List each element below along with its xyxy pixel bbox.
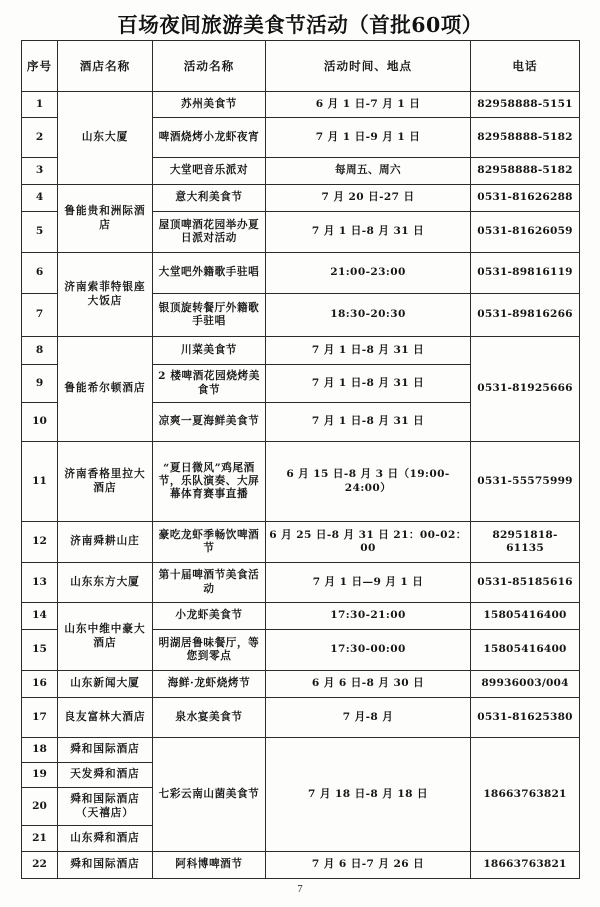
cell-hotel: 舜和国际酒店（天禧店） (58, 788, 153, 826)
cell-activity: 屋顶啤酒花园举办夏日派对活动 (153, 212, 266, 253)
table-row (22, 852, 580, 879)
column-header-hotel: 酒店名称 (58, 41, 153, 92)
cell-activity: 海鲜·龙虾烧烤节 (153, 671, 266, 698)
cell-index: 6 (22, 253, 58, 294)
cell-time: 7 月 18 日-8 月 18 日 (266, 738, 471, 852)
cell-time: 21:00-23:00 (266, 253, 471, 294)
cell-index: 9 (22, 365, 58, 403)
cell-hotel: 济南舜耕山庄 (58, 522, 153, 563)
cell-activity: 苏州美食节 (153, 92, 266, 118)
cell-time: 6 月 6 日-8 月 30 日 (266, 671, 471, 698)
table-row (22, 698, 580, 738)
cell-index: 21 (22, 826, 58, 852)
cell-activity: 川菜美食节 (153, 337, 266, 365)
column-header-activity: 活动名称 (153, 41, 266, 92)
cell-time: 7 月 20 日-27 日 (266, 185, 471, 212)
cell-time: 每周五、周六 (266, 158, 471, 185)
cell-activity: 第十届啤酒节美食活动 (153, 563, 266, 603)
cell-phone: 82958888-5182 (471, 118, 580, 158)
table-row (22, 337, 580, 365)
column-header-time: 活动时间、地点 (266, 41, 471, 92)
activities-table (21, 40, 580, 879)
cell-index: 4 (22, 185, 58, 212)
cell-hotel: 天发舜和酒店 (58, 763, 153, 788)
cell-index: 22 (22, 852, 58, 879)
cell-activity: 明湖居鲁味餐厅，等您到零点 (153, 630, 266, 671)
cell-time: 7 月 1 日-8 月 31 日 (266, 212, 471, 253)
cell-index: 10 (22, 403, 58, 442)
cell-index: 19 (22, 763, 58, 788)
cell-phone: 15805416400 (471, 603, 580, 630)
cell-hotel: 山东大厦 (58, 92, 153, 185)
cell-activity: 凉爽一夏海鲜美食节 (153, 403, 266, 442)
cell-activity: 大堂吧音乐派对 (153, 158, 266, 185)
table-header-row (22, 41, 580, 92)
table-row (22, 522, 580, 563)
cell-index: 17 (22, 698, 58, 738)
cell-phone: 82958888-5182 (471, 158, 580, 185)
cell-index: 5 (22, 212, 58, 253)
cell-index: 11 (22, 442, 58, 522)
table-row (22, 253, 580, 294)
cell-time: 7 月 6 日-7 月 26 日 (266, 852, 471, 879)
cell-phone: 0531-89816266 (471, 294, 580, 337)
cell-hotel: 良友富林大酒店 (58, 698, 153, 738)
cell-index: 3 (22, 158, 58, 185)
table-row (22, 671, 580, 698)
cell-phone: 0531-89816119 (471, 253, 580, 294)
cell-hotel: 鲁能希尔顿酒店 (58, 337, 153, 442)
cell-index: 14 (22, 603, 58, 630)
cell-index: 18 (22, 738, 58, 763)
cell-index: 20 (22, 788, 58, 826)
cell-phone: 82951818-61135 (471, 522, 580, 563)
cell-activity: 大堂吧外籍歌手驻唱 (153, 253, 266, 294)
table-row (22, 442, 580, 522)
cell-phone: 82958888-5151 (471, 92, 580, 118)
cell-time: 7 月 1 日-9 月 1 日 (266, 118, 471, 158)
cell-hotel: 济南香格里拉大酒店 (58, 442, 153, 522)
cell-hotel: 舜和国际酒店 (58, 852, 153, 879)
cell-phone: 0531-85185616 (471, 563, 580, 603)
cell-time: 7 月 1 日—9 月 1 日 (266, 563, 471, 603)
cell-index: 12 (22, 522, 58, 563)
cell-activity: 银顶旋转餐厅外籍歌手驻唱 (153, 294, 266, 337)
column-header-phone: 电话 (471, 41, 580, 92)
cell-index: 2 (22, 118, 58, 158)
cell-phone: 0531-81625380 (471, 698, 580, 738)
cell-activity: 泉水宴美食节 (153, 698, 266, 738)
cell-index: 7 (22, 294, 58, 337)
column-header-index: 序号 (22, 41, 58, 92)
cell-time: 7 月 1 日-8 月 31 日 (266, 403, 471, 442)
cell-index: 16 (22, 671, 58, 698)
cell-time: 6 月 1 日-7 月 1 日 (266, 92, 471, 118)
cell-index: 15 (22, 630, 58, 671)
cell-activity: 小龙虾美食节 (153, 603, 266, 630)
table-row (22, 185, 580, 212)
cell-time: 7 月-8 月 (266, 698, 471, 738)
cell-phone: 0531-81626288 (471, 185, 580, 212)
cell-index: 13 (22, 563, 58, 603)
page-title: 百场夜间旅游美食节活动（首批60项） (117, 13, 483, 37)
cell-time: 6 月 25 日-8 月 31 日 21：00-02：00 (266, 522, 471, 563)
cell-index: 8 (22, 337, 58, 365)
cell-phone: 18663763821 (471, 852, 580, 879)
table-row (22, 603, 580, 630)
cell-time: 7 月 1 日-8 月 31 日 (266, 337, 471, 365)
cell-time: 17:30-21:00 (266, 603, 471, 630)
activities-table-wrapper (21, 40, 579, 879)
cell-activity: 七彩云南山菌美食节 (153, 738, 266, 852)
cell-hotel: 济南索菲特银座大饭店 (58, 253, 153, 337)
table-row (22, 92, 580, 118)
cell-phone: 0531-81626059 (471, 212, 580, 253)
cell-hotel: 山东中维中豪大酒店 (58, 603, 153, 671)
cell-phone: 0531-55575999 (471, 442, 580, 522)
cell-time: 17:30-00:00 (266, 630, 471, 671)
cell-time: 6 月 15 日-8 月 3 日（19:00-24:00） (266, 442, 471, 522)
cell-hotel: 山东东方大厦 (58, 563, 153, 603)
page-number: 7 (297, 884, 303, 895)
cell-activity: 阿科博啤酒节 (153, 852, 266, 879)
cell-activity: 意大利美食节 (153, 185, 266, 212)
cell-phone: 15805416400 (471, 630, 580, 671)
cell-phone: 0531-81925666 (471, 337, 580, 442)
cell-activity: 啤酒烧烤小龙虾夜宵 (153, 118, 266, 158)
cell-activity: “夏日微风”鸡尾酒节，乐队演奏、大屏幕体育赛事直播 (153, 442, 266, 522)
cell-hotel: 山东舜和酒店 (58, 826, 153, 852)
cell-time: 7 月 1 日-8 月 31 日 (266, 365, 471, 403)
cell-phone: 18663763821 (471, 738, 580, 852)
cell-activity: 2 楼啤酒花园烧烤美食节 (153, 365, 266, 403)
cell-activity: 豪吃龙虾季畅饮啤酒节 (153, 522, 266, 563)
cell-index: 1 (22, 92, 58, 118)
cell-time: 18:30-20:30 (266, 294, 471, 337)
table-row (22, 563, 580, 603)
cell-hotel: 鲁能贵和洲际酒店 (58, 185, 153, 253)
cell-hotel: 舜和国际酒店 (58, 738, 153, 763)
cell-phone: 89936003/004 (471, 671, 580, 698)
cell-hotel: 山东新闻大厦 (58, 671, 153, 698)
table-row (22, 738, 580, 763)
